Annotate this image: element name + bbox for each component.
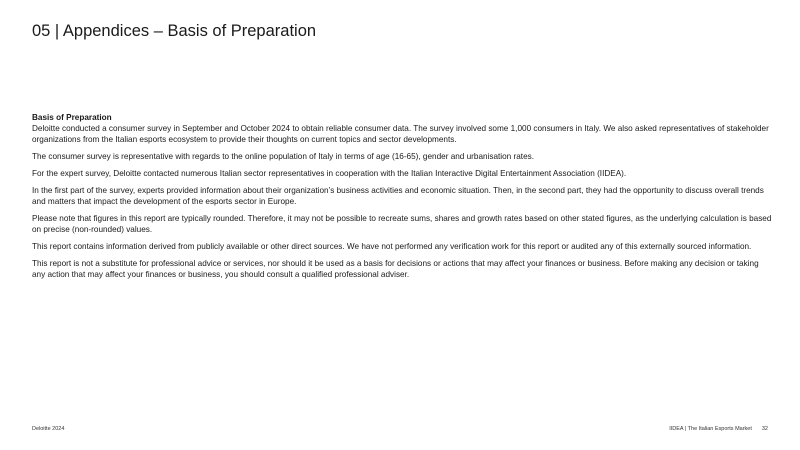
paragraph: Deloitte conducted a consumer survey in September and October 2024 to obtain reliable consumer data. The survey involved some 1,000 consumers in Italy. We also asked representatives of stakeholder organizations from the Italian esports ecosystem to provide their thoughts on current topics and sector developments. [32, 124, 769, 144]
footer-report-info [669, 426, 768, 432]
basis-of-preparation-section [32, 112, 772, 286]
footer-report-title: IIDEA | The Italian Esports Market [669, 426, 752, 432]
paragraph: For the expert survey, Deloitte contacted numerous Italian sector representatives in cooperation with the Italian Interactive Digital Entertainment Association (IIDEA). [32, 169, 627, 178]
paragraph: In the first part of the survey, experts provided information about their organization’s business activities and economic situation. Then, in the second part, they had the opportunity to discuss overall trends and matters that impact the development of the esports sector in Europe. [32, 186, 764, 206]
paragraph: Please note that figures in this report are typically rounded. Therefore, it may not be possible to recreate sums, shares and growth rates based on other stated figures, as the underlying calculation is based on precise (non-rounded) values. [32, 214, 772, 234]
paragraph: The consumer survey is representative with regards to the online population of Italy in terms of age (16-65), gender and urbanisation rates. [32, 152, 534, 161]
paragraph: This report is not a substitute for professional advice or services, nor should it be used as a basis for decisions or actions that may affect your finances or business. Before making any decision or taking any action that may affect your finances or business, you should consult a qualified professional adviser. [32, 259, 759, 279]
paragraph: This report contains information derived from publicly available or other direct sources. We have not performed any verification work for this report or audited any of this externally sourced information. [32, 242, 752, 251]
footer-copyright: Deloitte 2024 [32, 426, 65, 432]
page-number: 32 [761, 426, 768, 432]
section-intro [32, 112, 772, 145]
slide-title: 05 | Appendices – Basis of Preparation [32, 22, 317, 40]
section-heading: Basis of Preparation [32, 113, 112, 122]
